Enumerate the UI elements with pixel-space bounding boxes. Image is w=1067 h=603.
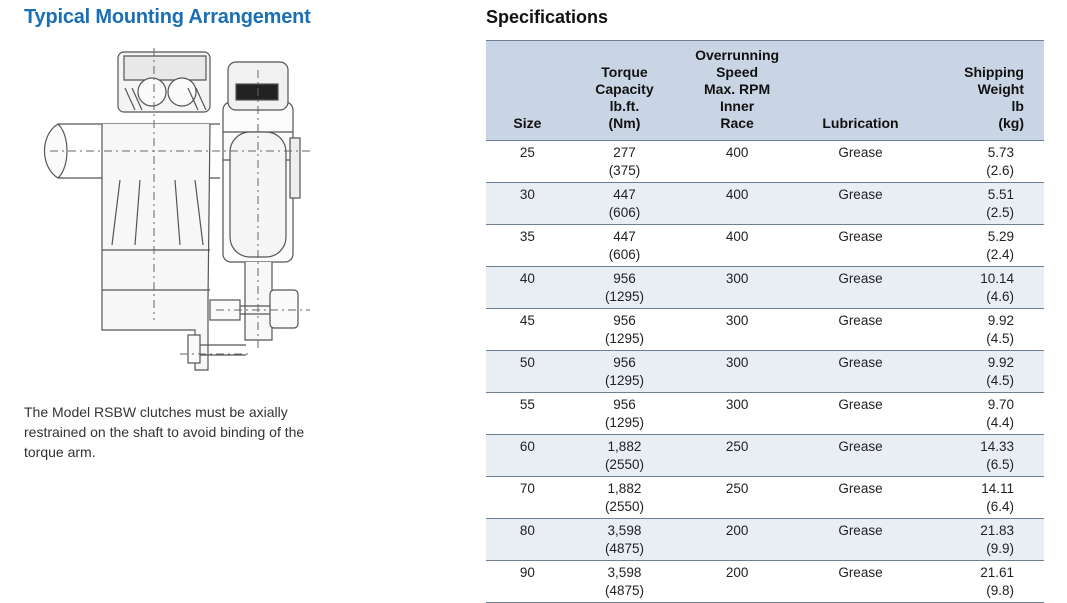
cell-torque: 1,882 (2550) [569, 435, 680, 477]
cell-speed: 250 [680, 435, 794, 477]
cell-weight: 21.61 (9.8) [927, 561, 1044, 603]
specifications-body [486, 141, 1044, 603]
cell-size: 35 [486, 225, 569, 267]
cell-size: 70 [486, 477, 569, 519]
table-row [486, 393, 1044, 435]
cell-lubrication: Grease [794, 477, 927, 519]
table-row [486, 267, 1044, 309]
cell-lubrication: Grease [794, 561, 927, 603]
table-header-row [486, 41, 1044, 141]
cell-torque: 956 (1295) [569, 309, 680, 351]
cell-weight: 10.14 (4.6) [927, 267, 1044, 309]
header-speed: Overrunning Speed Max. RPM Inner Race [680, 41, 794, 141]
mounting-note: The Model RSBW clutches must be axially restrained on the shaft to avoid binding of the torque arm. [24, 404, 305, 460]
cell-weight: 14.33 (6.5) [927, 435, 1044, 477]
cell-weight: 14.11 (6.4) [927, 477, 1044, 519]
table-row [486, 519, 1044, 561]
cell-weight: 9.70 (4.4) [927, 393, 1044, 435]
cell-speed: 300 [680, 267, 794, 309]
mounting-title: Typical Mounting Arrangement [24, 6, 311, 28]
cell-weight: 9.92 (4.5) [927, 309, 1044, 351]
specifications-title: Specifications [486, 7, 609, 27]
cell-size: 50 [486, 351, 569, 393]
header-size: Size [486, 41, 569, 141]
header-torque: Torque Capacity lb.ft. (Nm) [569, 41, 680, 141]
cell-speed: 300 [680, 309, 794, 351]
cell-torque: 1,882 (2550) [569, 477, 680, 519]
table-row [486, 351, 1044, 393]
cell-size: 30 [486, 183, 569, 225]
cell-size: 25 [486, 141, 569, 183]
header-lubrication: Lubrication [794, 41, 927, 141]
cell-size: 90 [486, 561, 569, 603]
cell-torque: 3,598 (4875) [569, 519, 680, 561]
mounting-drawing [20, 40, 320, 390]
cell-speed: 300 [680, 351, 794, 393]
cell-torque: 277 (375) [569, 141, 680, 183]
table-row [486, 225, 1044, 267]
cell-lubrication: Grease [794, 141, 927, 183]
cell-speed: 200 [680, 561, 794, 603]
cell-lubrication: Grease [794, 351, 927, 393]
cell-lubrication: Grease [794, 435, 927, 477]
cell-torque: 3,598 (4875) [569, 561, 680, 603]
cell-speed: 400 [680, 183, 794, 225]
cell-size: 60 [486, 435, 569, 477]
cell-size: 40 [486, 267, 569, 309]
cell-torque: 447 (606) [569, 225, 680, 267]
table-row [486, 309, 1044, 351]
cell-weight: 5.29 (2.4) [927, 225, 1044, 267]
cell-lubrication: Grease [794, 183, 927, 225]
cell-torque: 956 (1295) [569, 351, 680, 393]
cell-lubrication: Grease [794, 267, 927, 309]
cell-weight: 5.73 (2.6) [927, 141, 1044, 183]
cell-torque: 956 (1295) [569, 393, 680, 435]
table-row [486, 435, 1044, 477]
specifications-table [486, 40, 1044, 603]
header-weight: Shipping Weight lb (kg) [927, 41, 1044, 141]
cell-weight: 5.51 (2.5) [927, 183, 1044, 225]
table-row [486, 183, 1044, 225]
table-row [486, 477, 1044, 519]
cell-weight: 21.83 (9.9) [927, 519, 1044, 561]
cell-size: 55 [486, 393, 569, 435]
cell-speed: 300 [680, 393, 794, 435]
cell-lubrication: Grease [794, 309, 927, 351]
cell-size: 80 [486, 519, 569, 561]
cell-size: 45 [486, 309, 569, 351]
cell-speed: 400 [680, 225, 794, 267]
cell-lubrication: Grease [794, 519, 927, 561]
cell-lubrication: Grease [794, 393, 927, 435]
cell-weight: 9.92 (4.5) [927, 351, 1044, 393]
specifications-table-wrap [486, 40, 1044, 603]
cell-torque: 447 (606) [569, 183, 680, 225]
cell-torque: 956 (1295) [569, 267, 680, 309]
cell-speed: 200 [680, 519, 794, 561]
cell-lubrication: Grease [794, 225, 927, 267]
cell-speed: 400 [680, 141, 794, 183]
cell-speed: 250 [680, 477, 794, 519]
table-row [486, 141, 1044, 183]
